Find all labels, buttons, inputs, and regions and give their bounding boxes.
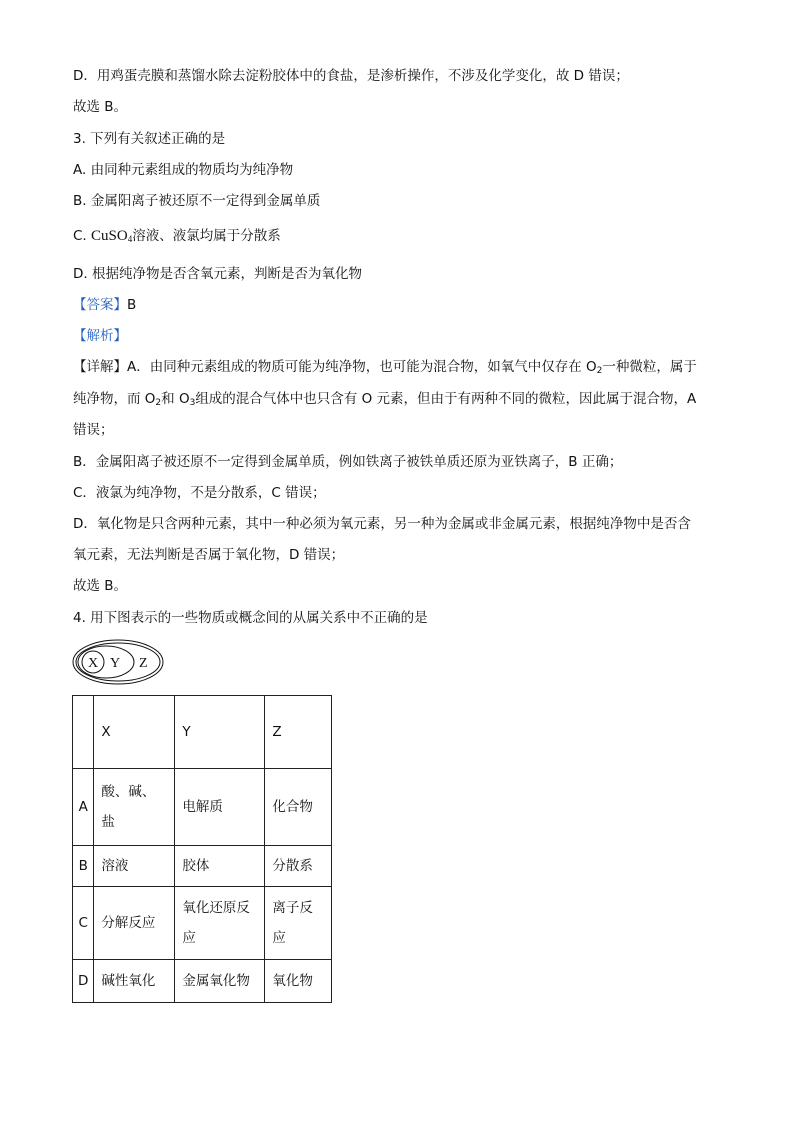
option-c-label: C.	[73, 228, 87, 244]
options-table	[72, 695, 332, 1003]
cuso4-formula: CuSO$_4$	[91, 228, 133, 244]
table-cell: 胶体	[175, 846, 265, 887]
answer-tag: 【答案】	[73, 297, 127, 313]
question-4-stem: 4. 用下图表示的一些物质或概念间的从属关系中不正确的是	[73, 610, 428, 626]
question-3-option-b: B. 金属阳离子被还原不一定得到金属单质	[73, 193, 321, 209]
table-cell-option: A	[73, 769, 94, 846]
table-cell-option: D	[73, 960, 94, 1003]
detail-line-1: 【详解】A．由同种元素组成的物质可能为纯净物，也可能为混合物，如氧气中仅存在 $O_2$一种微粒，属于	[73, 359, 697, 376]
analysis-heading	[73, 326, 127, 346]
table-row	[73, 846, 332, 887]
table-header-y: Y	[175, 696, 265, 769]
detail-tag: 【详解】	[73, 359, 127, 375]
table-row	[73, 960, 332, 1003]
table-cell: 分解反应	[94, 887, 175, 960]
table-cell: 溶液	[94, 846, 175, 887]
table-cell	[73, 696, 94, 769]
table-cell: 分散系	[265, 846, 332, 887]
table-row	[73, 887, 332, 960]
question-3-stem: 3. 下列有关叙述正确的是	[73, 131, 226, 147]
table-cell: 电解质	[175, 769, 265, 846]
venn-label-z: Z	[139, 656, 148, 671]
table-cell: 氧化还原反应	[175, 887, 265, 960]
table-cell: 氧化物	[265, 960, 332, 1003]
venn-label-x: X	[88, 656, 99, 671]
table-header-row	[73, 696, 332, 769]
table-cell-option: B	[73, 846, 94, 887]
table-cell-option: C	[73, 887, 94, 960]
option-c-text: 溶液、液氯均属于分散系	[132, 228, 281, 244]
detail-line-7: 氧元素，无法判断是否属于氧化物，D 错误；	[73, 547, 345, 563]
answer-line	[73, 295, 136, 315]
prev-option-d-explanation: D．用鸡蛋壳膜和蒸馏水除去淀粉胶体中的食盐，是渗析操作，不涉及化学变化，故 D 错误；	[73, 68, 629, 84]
answer-value: B	[127, 297, 137, 313]
table-cell: 金属氧化物	[175, 960, 265, 1003]
table-cell: 化合物	[265, 769, 332, 846]
detail-line-2: 纯净物，而 $O_2$和 $O_3$组成的混合气体中也只含有 O 元素，但由于有两种不同的微粒，因此属于混合物，A	[73, 391, 697, 408]
table-header-z: Z	[265, 696, 332, 769]
venn-diagram	[72, 638, 168, 688]
question-3-option-d: D. 根据纯净物是否含氧元素，判断是否为氧化物	[73, 266, 362, 282]
table-cell: 离子反应	[265, 887, 332, 960]
detail-line-3: 错误；	[73, 422, 114, 438]
table-row	[73, 769, 332, 846]
detail-line-4: B．金属阳离子被还原不一定得到金属单质，例如铁离子被铁单质还原为亚铁离子，B 正确；	[73, 454, 623, 470]
detail-conclusion: 故选 B。	[73, 578, 128, 594]
question-3-option-c	[73, 226, 281, 249]
question-3-option-a: A. 由同种元素组成的物质均为纯净物	[73, 162, 294, 178]
table-cell: 碱性氧化	[94, 960, 175, 1003]
table-cell: 酸、碱、盐	[94, 769, 175, 846]
venn-label-y: Y	[110, 656, 121, 671]
analysis-tag: 【解析】	[73, 328, 127, 344]
table-header-x: X	[94, 696, 175, 769]
detail-line-5: C．液氯为纯净物，不是分散系，C 错误；	[73, 485, 326, 501]
prev-conclusion: 故选 B。	[73, 99, 128, 115]
detail-line-6: D．氧化物是只含两种元素，其中一种必须为氧元素，另一种为金属或非金属元素，根据纯净物中是否含	[73, 516, 691, 532]
set-y-ellipse	[78, 646, 134, 678]
